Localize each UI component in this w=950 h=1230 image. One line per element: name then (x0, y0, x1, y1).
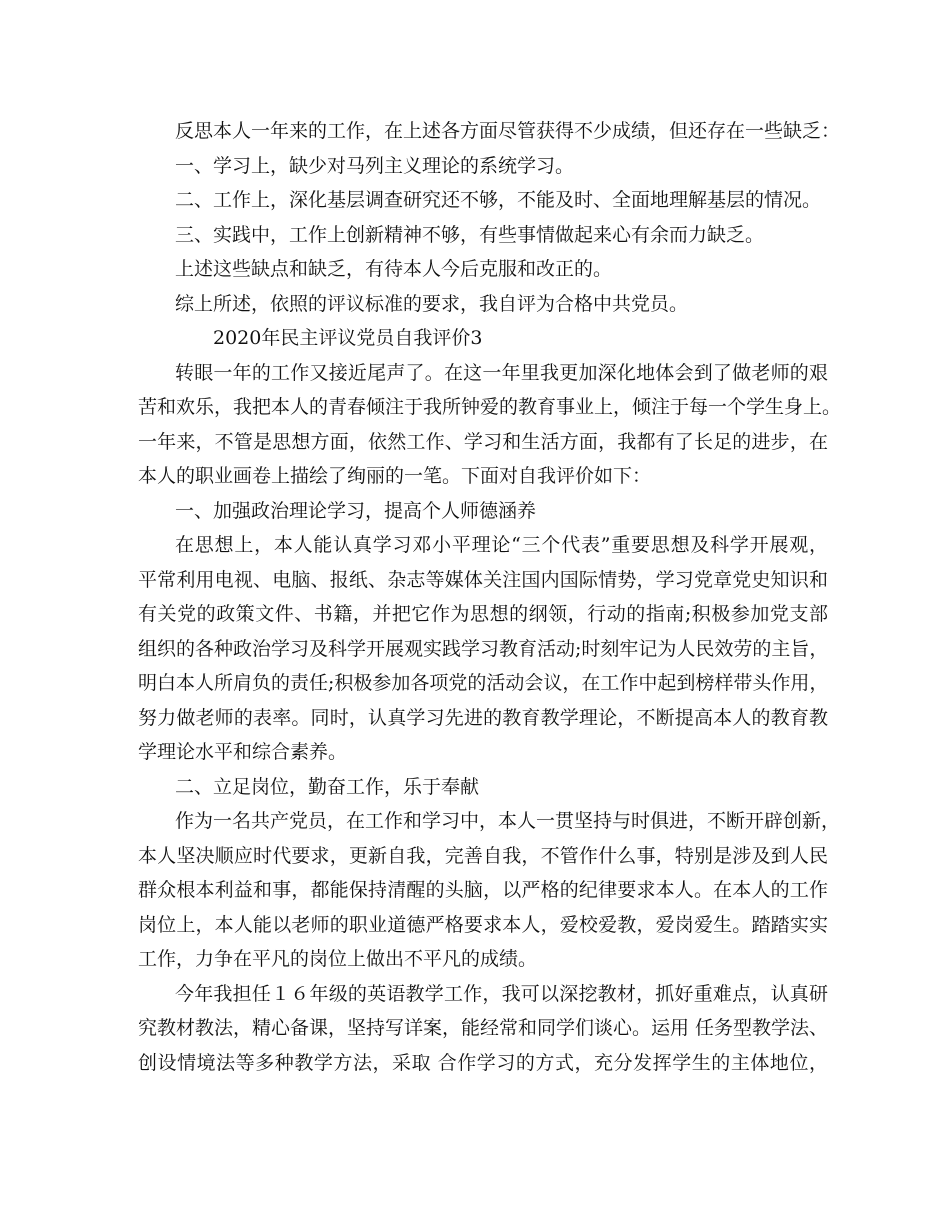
text-line: 有关党的政策文件、书籍，并把它作为思想的纲领，行动的指南;积极参加党支部 (138, 603, 828, 625)
text-line: 苦和欢乐，我把本人的青春倾注于我所钟爱的教育事业上，倾注于每一个学生身上。 (138, 396, 842, 418)
text-line: 本人的职业画卷上描绘了绚丽的一笔。下面对自我评价如下： (138, 465, 652, 487)
text-line: 学理论水平和综合素养。 (138, 741, 348, 763)
text-line: 上述这些缺点和缺乏，有待本人今后克服和改正的。 (175, 258, 613, 280)
text-line: 三、实践中，工作上创新精神不够，有些事情做起来心有余而力缺乏。 (175, 223, 765, 246)
section-heading: 2020年民主评议党员自我评价3 (213, 327, 483, 349)
text-line: 群众根本利益和事，都能保持清醒的头脑，以严格的纪律要求本人。在本人的工作 (138, 879, 828, 901)
text-line: 转眼一年的工作又接近尾声了。在这一年里我更加深化地体会到了做老师的艰 (175, 361, 828, 384)
subsection-heading: 一、加强政治理论学习，提高个人师德涵养 (175, 499, 537, 522)
text-line: 在思想上，本人能认真学习邓小平理论“三个代表”重要思想及科学开展观， (175, 534, 828, 556)
text-line: 一年来，不管是思想方面，依然工作、学习和生活方面，我都有了长足的进步，在 (138, 430, 828, 453)
text-line: 反思本人一年来的工作，在上述各方面尽管获得不少成绩，但还存在一些缺乏： (175, 120, 841, 142)
text-line: 工作，力争在平凡的岗位上做出不平凡的成绩。 (138, 948, 538, 970)
text-line: 今年我担任１６年级的英语教学工作，我可以深挖教材，抓好重难点，认真研 (175, 982, 828, 1005)
text-line: 究教材教法，精心备课，坚持写详案，能经常和同学们谈心。运用 任务型教学法、 (138, 1017, 829, 1039)
document-body (138, 114, 842, 1080)
text-line: 明白本人所肩负的责任;积极参加各项党的活动会议，在工作中起到榜样带头作用， (138, 672, 829, 694)
text-line: 岗位上，本人能以老师的职业道德严格要求本人，爱校爱教，爱岗爱生。踏踏实实 (138, 913, 828, 936)
text-line: 综上所述，依照的评议标准的要求，我自评为合格中共党员。 (175, 292, 689, 315)
text-line: 平常利用电视、电脑、报纸、杂志等媒体关注国内国际情势，学习党章党史知识和 (138, 568, 828, 591)
text-line: 创设情境法等多种教学方法，采取 合作学习的方式，充分发挥学生的主体地位， (138, 1051, 828, 1074)
text-line: 努力做老师的表率。同时，认真学习先进的教育教学理论，不断提高本人的教育教 (138, 706, 828, 729)
text-line: 本人坚决顺应时代要求，更新自我，完善自我，不管作什么事，特别是涉及到人民 (138, 844, 828, 867)
subsection-heading: 二、立足岗位，勤奋工作，乐于奉献 (175, 775, 480, 798)
text-line: 二、工作上，深化基层调查研究还不够，不能及时、全面地理解基层的情况。 (175, 189, 822, 211)
text-line: 组织的各种政治学习及科学开展观实践学习教育活动;时刻牢记为人民效劳的主旨， (138, 637, 829, 660)
text-line: 作为一名共产党员，在工作和学习中，本人一贯坚持与时俱进，不断开辟创新， (175, 810, 841, 832)
text-line: 一、学习上，缺少对马列主义理论的系统学习。 (175, 154, 575, 177)
